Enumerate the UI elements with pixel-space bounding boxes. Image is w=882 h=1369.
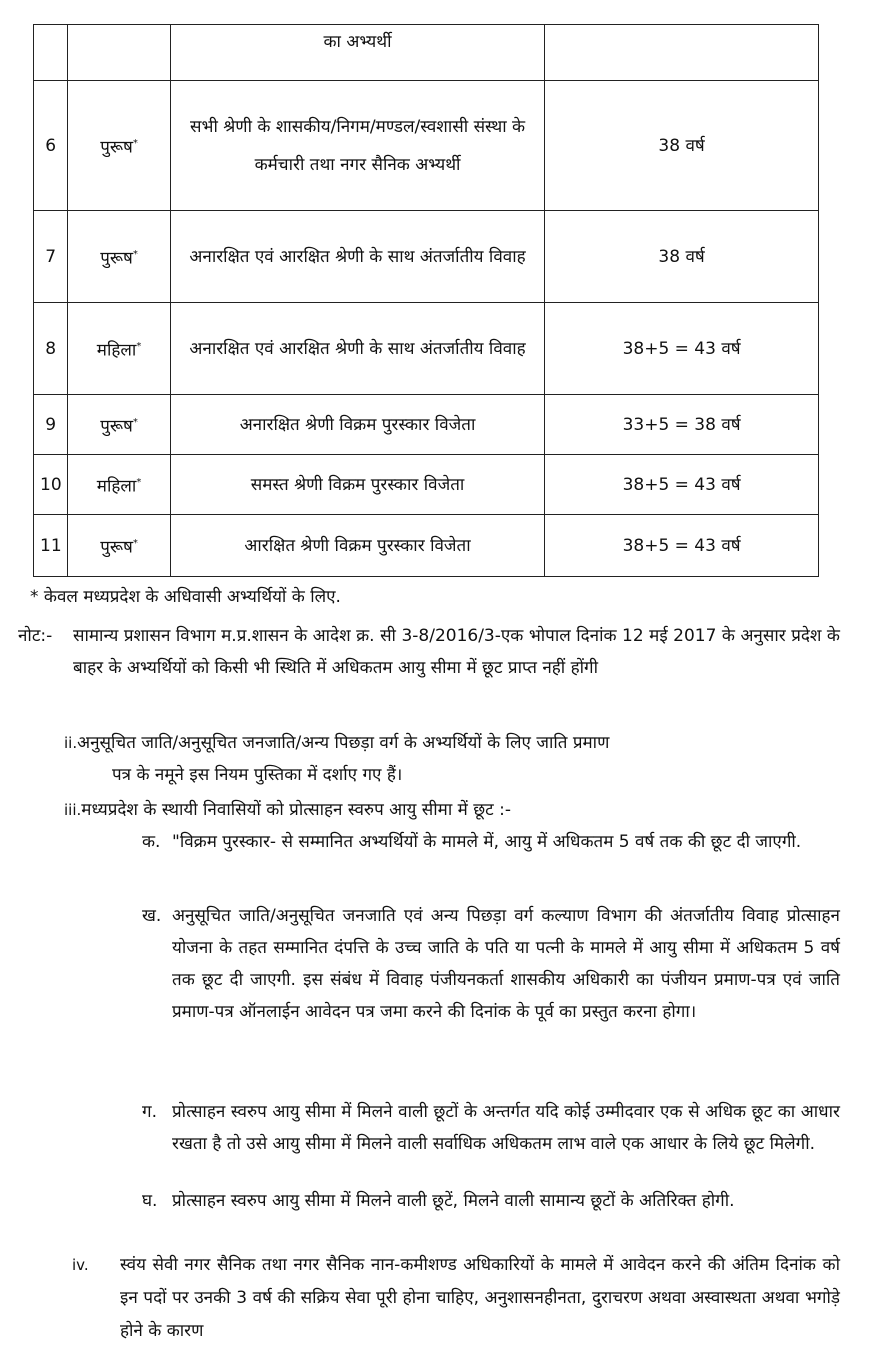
serial-cell: 6 [34, 81, 68, 211]
serial-cell: 8 [34, 303, 68, 395]
serial-cell [34, 25, 68, 81]
sub-item-ga [142, 1096, 840, 1160]
point-iv-text: स्वंय सेवी नगर सैनिक तथा नगर सैनिक नान-कमीशण्ड अधिकारियों के मामले में आवेदन करने की अंतिम दिनांक को इन पदों पर उनकी 3 वर्ष की सक्रिय सेवा पूरी होना चाहिए, अनुशासनहीनता, दुराचरण अथवा अस्वास्थता अथवा भगोड़े होने के कारण [120, 1255, 840, 1341]
point-ii [64, 727, 840, 791]
age-limit-cell: 38 वर्ष [545, 81, 819, 211]
point-iii [64, 794, 840, 826]
table-row [34, 455, 819, 515]
gender-cell [68, 25, 171, 81]
note-paragraph [18, 620, 840, 684]
category-cell: अनारक्षित एवं आरक्षित श्रेणी के साथ अंतर्जातीय विवाह [170, 211, 544, 303]
point-ii-line2: पत्र के नमूने इस नियम पुस्तिका में दर्शाए गए हैं। [112, 765, 403, 785]
sub-item-gha [142, 1185, 840, 1217]
gender-cell: पुरूष* [68, 81, 171, 211]
age-relaxation-table [33, 24, 819, 577]
asterisk-mark: * [132, 416, 138, 428]
note-label: नोट:- [18, 626, 53, 646]
serial-cell: 10 [34, 455, 68, 515]
note-text: सामान्य प्रशासन विभाग म.प्र.शासन के आदेश क्र. सी 3-8/2016/3-एक भोपाल दिनांक 12 मई 2017 के अनुसार प्रदेश के बाहर के अभ्यर्थियों को किसी भी स्थिति में अधिकतम आयु सीमा में छूट प्राप्त नहीं होंगी [73, 626, 840, 678]
sub-item-marker: घ. [142, 1191, 158, 1211]
category-cell: का अभ्यर्थी [170, 25, 544, 81]
sub-item-marker: ग. [142, 1102, 157, 1122]
point-iv-marker: iv. [72, 1256, 89, 1274]
point-iii-marker: iii. [64, 801, 82, 819]
gender-cell: पुरूष* [68, 211, 171, 303]
sub-item-text: अनुसूचित जाति/अनुसूचित जनजाति एवं अन्य पिछड़ा वर्ग कल्याण विभाग की अंतर्जातीय विवाह प्रोत्साहन योजना के तहत सम्मानित दंपत्ति के उच्च जाति के पति या पत्नी के मामले में आयु सीमा में अधिकतम 5 वर्ष तक छूट दी जाएगी. इस संबंध में विवाह पंजीयनकर्ता शासकीय अधिकारी का पंजीयन प्रमाण-पत्र एवं जाति प्रमाण-पत्र ऑनलाईन आवेदन पत्र जमा करने की दिनांक के पूर्व का प्रस्तुत करना होगा। [172, 906, 840, 1022]
gender-cell: महिला* [68, 303, 171, 395]
sub-item-marker: ख. [142, 906, 162, 926]
age-limit-cell: 38 वर्ष [545, 211, 819, 303]
serial-cell: 11 [34, 515, 68, 577]
asterisk-mark: * [132, 137, 138, 149]
table-row [34, 515, 819, 577]
age-limit-cell: 38+5 = 43 वर्ष [545, 455, 819, 515]
category-cell: आरक्षित श्रेणी विक्रम पुरस्कार विजेता [170, 515, 544, 577]
gender-cell: पुरूष* [68, 515, 171, 577]
sub-item-text: प्रोत्साहन स्वरुप आयु सीमा में मिलने वाली छूटें, मिलने वाली सामान्य छूटों के अतिरिक्त होगी. [172, 1191, 735, 1211]
age-limit-cell: 38+5 = 43 वर्ष [545, 303, 819, 395]
table-row [34, 211, 819, 303]
asterisk-mark: * [132, 537, 138, 549]
age-limit-cell: 33+5 = 38 वर्ष [545, 395, 819, 455]
age-limit-cell [545, 25, 819, 81]
serial-cell: 9 [34, 395, 68, 455]
table-row [34, 395, 819, 455]
category-cell: अनारक्षित श्रेणी विक्रम पुरस्कार विजेता [170, 395, 544, 455]
point-ii-marker: ii. [64, 734, 78, 752]
gender-cell: महिला* [68, 455, 171, 515]
table-row [34, 81, 819, 211]
serial-cell: 7 [34, 211, 68, 303]
sub-item-kha [142, 900, 840, 1028]
footnote: * केवल मध्यप्रदेश के अधिवासी अभ्यर्थियों के लिए. [30, 587, 341, 607]
asterisk-mark: * [132, 248, 138, 260]
sub-item-ka [142, 826, 840, 858]
asterisk-mark: * [136, 340, 142, 352]
gender-cell: पुरूष* [68, 395, 171, 455]
point-ii-line1: अनुसूचित जाति/अनुसूचित जनजाति/अन्य पिछड़ा वर्ग के अभ्यर्थियों के लिए जाति प्रमाण [77, 733, 610, 753]
category-cell: अनारक्षित एवं आरक्षित श्रेणी के साथ अंतर्जातीय विवाह [170, 303, 544, 395]
table-row [34, 303, 819, 395]
table-row [34, 25, 819, 81]
category-cell: सभी श्रेणी के शासकीय/निगम/मण्डल/स्वशासी संस्था के कर्मचारी तथा नगर सैनिक अभ्यर्थी [170, 81, 544, 211]
sub-item-marker: क. [142, 832, 161, 852]
point-iv [72, 1249, 840, 1348]
sub-item-text: प्रोत्साहन स्वरुप आयु सीमा में मिलने वाली छूटों के अन्तर्गत यदि कोई उम्मीदवार एक से अधिक छूट का आधार रखता है तो उसे आयु सीमा में मिलने वाली सर्वाधिक अधिकतम लाभ वाले एक आधार के लिये छूट मिलेगी. [172, 1102, 840, 1154]
sub-item-text: "विक्रम पुरस्कार- से सम्मानित अभ्यर्थियों के मामले में, आयु में अधिकतम 5 वर्ष तक की छूट दी जाएगी. [172, 832, 802, 852]
point-iii-text: मध्यप्रदेश के स्थायी निवासियों को प्रोत्साहन स्वरुप आयु सीमा में छूट :- [81, 800, 511, 820]
age-limit-cell: 38+5 = 43 वर्ष [545, 515, 819, 577]
asterisk-mark: * [136, 476, 142, 488]
category-cell: समस्त श्रेणी विक्रम पुरस्कार विजेता [170, 455, 544, 515]
